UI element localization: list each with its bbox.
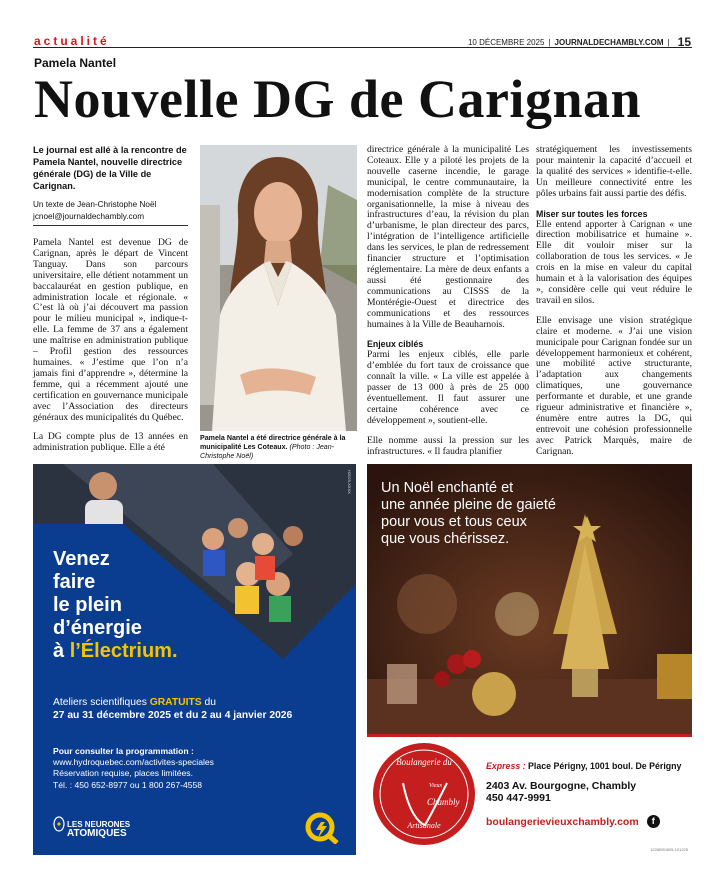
- byline-author: Un texte de Jean-Christophe Noël: [33, 200, 157, 209]
- headline-prefix: à: [53, 640, 70, 662]
- bakery-info-panel: [367, 734, 692, 855]
- bakery-website-link[interactable]: boulangerievieuxchambly.com: [486, 815, 639, 828]
- bakery-contact: [486, 761, 681, 828]
- headline-line: d’énergie: [53, 617, 142, 639]
- bakery-web: [486, 815, 681, 828]
- reservation-note: Réservation requise, places limitées.: [53, 768, 193, 779]
- workshop-info: [53, 696, 292, 722]
- separator: |: [667, 37, 670, 47]
- headline-line: [53, 640, 178, 663]
- express-label: Express :: [486, 761, 526, 771]
- contact-phone: Tél. : 450 652-8977 ou 1 800 267-4558: [53, 779, 203, 790]
- separator: |: [548, 37, 551, 47]
- headline-line: Venez: [53, 548, 110, 570]
- subhead-forces: Miser sur toutes les forces: [536, 208, 648, 219]
- facebook-icon[interactable]: f: [647, 815, 660, 828]
- portrait-photo: [200, 145, 357, 431]
- message-line: que vous chérissez.: [381, 531, 510, 547]
- headline: Nouvelle DG de Carignan: [34, 69, 642, 129]
- main-address: [486, 780, 681, 804]
- subhead-enjeux: Enjeux ciblés: [367, 339, 424, 350]
- ad-reference: 1226BS0805-101225: [650, 847, 688, 852]
- hydro-quebec-logo-icon: [305, 812, 339, 844]
- program-url[interactable]: www.hydroquebec.com/activites-speciales: [53, 757, 214, 768]
- bakery-ad[interactable]: [367, 464, 692, 855]
- page-number: 15: [677, 35, 691, 49]
- logo-line: ATOMIQUES: [67, 828, 127, 839]
- issue-date: 10 DÉCEMBRE 2025: [467, 37, 545, 47]
- author-email-link[interactable]: jcnoel@journaldechambly.com: [33, 211, 188, 226]
- atom-icon: [53, 816, 65, 832]
- headline-line: le plein: [53, 594, 122, 616]
- paragraph: Elle entend apporter à Carignan « une direction mobilisatrice et humaine ». Elle dit vouloir miser sur la collaboration de tous les services. « Je crois en la mise en valeur du capital humain et à la valorisation des équipes », considère celle qui veut réduire le travail en silos.: [536, 218, 692, 306]
- message-line: une année pleine de gaieté: [381, 497, 556, 513]
- street-address: 2403 Av. Bourgogne, Chambly: [486, 780, 637, 792]
- article-column-4: [536, 145, 692, 458]
- article-column-1: [33, 238, 188, 454]
- logo-mid-text: Vieux: [429, 783, 443, 789]
- workshop-text: Ateliers scientifiques: [53, 697, 150, 708]
- express-location: [486, 761, 681, 771]
- neurones-logo: [67, 820, 130, 838]
- caption-credit: (Photo : Jean-Christophe Noël): [200, 443, 335, 460]
- paragraph: Parmi les enjeux ciblés, elle parle d’emblée du fort taux de croissance que connaît la ville. « La ville est appelée à passer de 13 000 à près de 25 000 éventuellement. Il faut assurer une certaine cohérence avec ce développement », soutient-elle.: [367, 349, 529, 426]
- article-column-3: [367, 145, 529, 458]
- ad-reference: H2025-XXXX: [347, 470, 352, 494]
- header-rule: [33, 47, 692, 48]
- photo-caption: [200, 434, 360, 461]
- electrium-headline: [53, 548, 178, 663]
- message-line: pour vous et tous ceux: [381, 514, 527, 530]
- section-label: actualité: [34, 34, 110, 48]
- paragraph: stratégiquement les investissements pour maintenir la capacité d’accueil et la qualité des services » identifie-t-elle. Un meilleure connectivité entre les pôles urbains fait aussi partie des défis.: [536, 144, 692, 199]
- program-title: Pour consulter la programmation :: [53, 746, 194, 756]
- logo-line: LES NEURONES: [67, 820, 131, 829]
- workshop-text: du: [201, 697, 216, 708]
- paragraph: La DG compte plus de 13 années en administration publique. Elle a été: [33, 431, 188, 454]
- holiday-message: [381, 480, 556, 548]
- program-info: [53, 746, 214, 791]
- bakery-logo: [373, 743, 475, 845]
- paragraph: Elle envisage une vision stratégique claire et moderne. « J’ai une vision municipale pour Carignan fondée sur un développement harmonieux et cohérent, une mobilité active structurante, l’adaptation aux changements climatiques, une gouvernance performante et durable, et une grande rigueur administrative et financière », énumère entre autres la DG, qui entrevoit une cohésion professionnelle avec Patrick Marquès, maire de Carignan.: [536, 314, 692, 457]
- express-address: Place Périgny, 1001 boul. De Périgny: [525, 761, 682, 771]
- message-line: Un Noël enchanté et: [381, 480, 514, 496]
- byline: [33, 199, 188, 226]
- free-badge: GRATUITS: [149, 697, 202, 708]
- lede: Le journal est allé à la rencontre de Pamela Nantel, nouvelle directrice générale (DG) de la Ville de Carignan.: [33, 145, 187, 191]
- caption-text: Pamela Nantel a été directrice générale à la municipalité Les Coteaux.: [200, 434, 346, 451]
- logo-top-text: Boulangerie du: [396, 757, 452, 767]
- logo-bottom-text: Artisanale: [407, 821, 441, 830]
- headline-line: faire: [53, 571, 96, 593]
- logo-name-text: Chambly: [427, 797, 460, 807]
- paragraph: directrice générale à la municipalité Les Coteaux. Elle y a piloté les projets de la nouvelle caserne incendie, le garage municipal, le centre communautaire, la modernisation complète de la structure organisationnelle, la mise à niveau des infrastructures d’eau, la révision du plan d’urbanisme, le plan directeur des parcs, l’intégration de l’intelligence artificielle dans les services, le plan de redressement financier structure et l’optimisation réglementaire. La mère de deux enfants a aussi été gestionnaire des communications au CISSS de la Montérégie-Ouest et directrice des communications et des ressources humaines à la Ville de Beauharnois.: [367, 144, 529, 330]
- bakery-phone: 450 447-9991: [486, 792, 551, 804]
- paragraph: Elle nomme aussi la pression sur les infrastructures. « Il faudra planifier: [367, 434, 529, 457]
- paragraph: Pamela Nantel est devenue DG de Carignan, après le départ de Vincent Tanguay. Dans son parcours universitaire, elle détient notamment un baccalauréat en gestion publique, en administration locale et régionale. « C’est là où j’ai découvert ma passion pour le milieu municipal », indique-t-elle. La femme de 37 ans a également une maîtrise en administration publique – Profil gestion des ressources humaines. « J’estime que l’on n’a jamais fini d’apprendre », détermine la femme, qui a récemment ajouté une certification en gouvernance municipale avec l’Association des directeurs généraux des municipalités du Québec.: [33, 237, 188, 423]
- workshop-dates: 27 au 31 décembre 2025 et du 2 au 4 janvier 2026: [53, 710, 293, 721]
- electrium-ad[interactable]: [33, 464, 356, 855]
- brand-name: l’Électrium.: [69, 640, 178, 662]
- site-link[interactable]: JOURNALDECHAMBLY.COM: [554, 37, 664, 47]
- kicker: Pamela Nantel: [34, 56, 117, 70]
